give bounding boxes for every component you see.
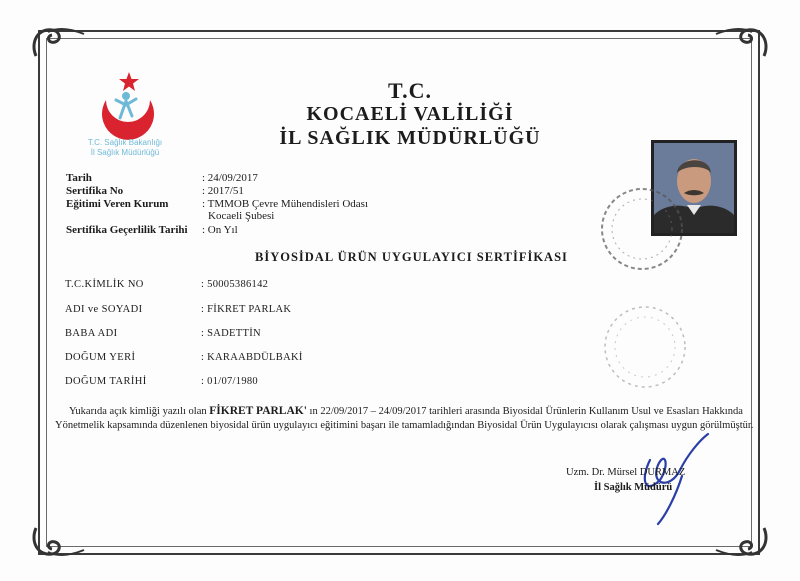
cert-no-label: Sertifika No (66, 185, 124, 197)
signatory-title: İl Sağlık Müdürü (594, 482, 673, 493)
statement-part1: Yukarıda açık kimliği yazılı olan (69, 406, 210, 417)
header-governorship: KOCAELİ VALİLİĞİ (306, 103, 514, 125)
birthdate-value: : 01/07/1980 (201, 376, 258, 387)
header-tc: T.C. (388, 78, 432, 103)
validity-label: Sertifika Geçerlilik Tarihi (66, 224, 188, 236)
header-health-directorate: İL SAĞLIK MÜDÜRLÜĞÜ (279, 127, 541, 149)
tc-id-value: : 50005386142 (201, 279, 269, 290)
validity-value: : On Yıl (202, 224, 238, 236)
father-name-value: : SADETTİN (201, 328, 261, 339)
date-label: Tarih (66, 172, 92, 184)
name-label: ADI ve SOYADI (65, 304, 143, 315)
signatory-name: Uzm. Dr. Mürsel DURMAZ (566, 467, 686, 478)
father-name-label: BABA ADI (65, 328, 118, 339)
logo-caption-line1: T.C. Sağlık Bakanlığı (87, 138, 163, 147)
corner-ornament-bottom-right (712, 522, 772, 562)
birthplace-label: DOĞUM YERİ (65, 352, 136, 363)
corner-ornament-top-left (28, 22, 88, 62)
corner-ornament-bottom-left (28, 522, 88, 562)
logo-caption-line2: İl Sağlık Müdürlüğü (90, 148, 160, 157)
institution-label: Eğitimi Veren Kurum (66, 198, 169, 210)
stamp-seal-icon (595, 182, 690, 277)
statement-name: FİKRET PARLAK' (209, 405, 307, 417)
corner-ornament-top-right (712, 22, 772, 62)
certificate-title: BİYOSİDAL ÜRÜN UYGULAYICI SERTİFİKASI (255, 250, 568, 264)
date-value: : 24/09/2017 (202, 172, 258, 184)
institution-value-2: Kocaeli Şubesi (208, 210, 275, 222)
statement-part2: ın 22/09/2017 – 24/09/2017 tarihleri arasında Biyosidal Ürünlerin Kullanım Usul ve Esasları Hakkında Yönetmelik kapsamında düzenlenen biyosidal ürün uygulayıcı eğitimini başarı ile tamamladığından Biyosidal Ürün Uygulayıcısı olarak çalışması uygun görülmüştür. (55, 406, 754, 431)
birthdate-label: DOĞUM TARİHİ (65, 376, 147, 387)
embossed-seal-icon (598, 300, 693, 395)
name-value: : FİKRET PARLAK (201, 304, 292, 315)
institution-value: : TMMOB Çevre Mühendisleri Odası (202, 198, 369, 210)
cert-no-value: : 2017/51 (202, 185, 244, 197)
birthplace-value: : KARAABDÜLBAKİ (201, 352, 303, 363)
tc-id-label: T.C.KİMLİK NO (65, 279, 144, 290)
logo-caption (75, 138, 175, 158)
